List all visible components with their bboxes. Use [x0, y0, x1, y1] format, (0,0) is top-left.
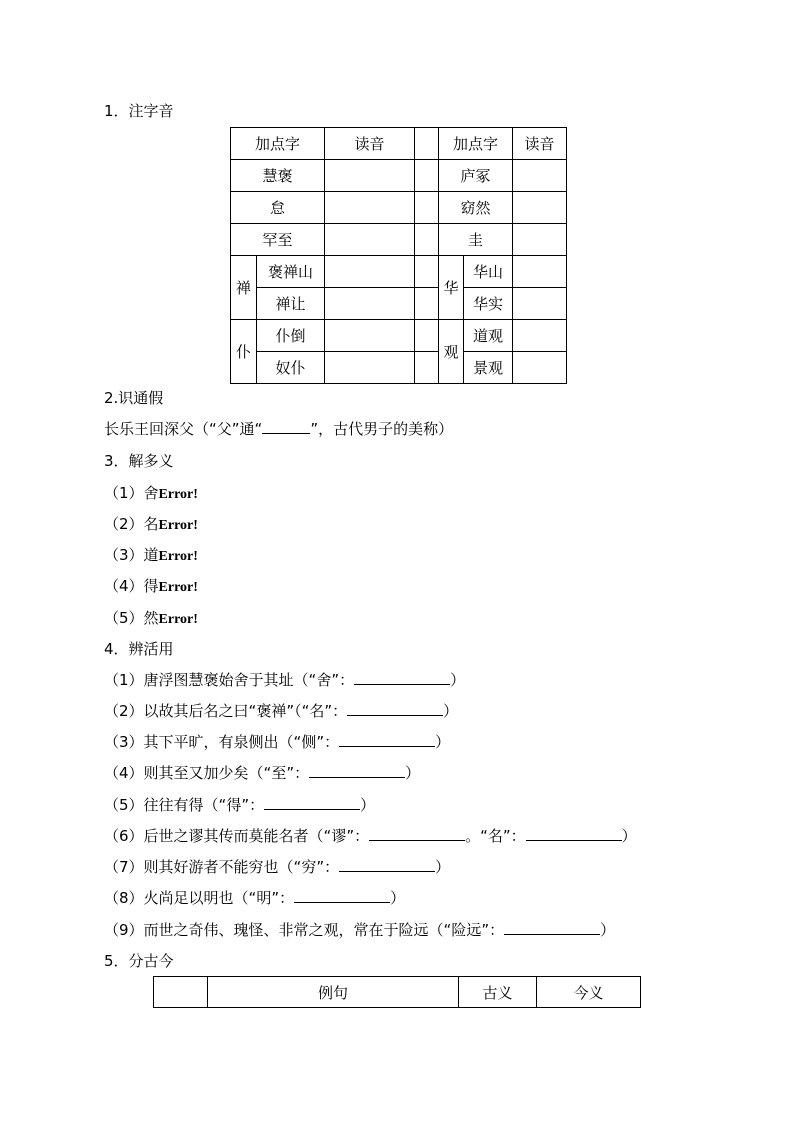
usage-item [104, 857, 450, 877]
section2-line [104, 419, 453, 439]
answer-blank[interactable] [369, 826, 465, 841]
usage-text: （3）其下平旷，有泉侧出（“侧”： [104, 733, 340, 751]
answer-blank[interactable] [526, 826, 622, 841]
table-spacer [415, 160, 439, 192]
usage-item [104, 763, 420, 783]
reading-blank[interactable] [325, 256, 415, 288]
usage-item [104, 920, 615, 940]
usage-text: （5）往往有得（“得”： [104, 796, 265, 814]
pronunciation-table [230, 127, 567, 384]
usage-text: （6）后世之谬其传而莫能名者（“谬”： [104, 827, 370, 845]
section3-heading: 3．解多义 [104, 452, 174, 470]
usage-item [104, 888, 405, 908]
group-char: 仆 [231, 320, 257, 384]
word-cell: 景观 [464, 352, 513, 384]
table-spacer [415, 352, 439, 384]
answer-blank[interactable] [309, 763, 405, 778]
reading-blank[interactable] [325, 224, 415, 256]
usage-text: （8）火尚足以明也（“明”： [104, 889, 295, 907]
error-text: Error! [158, 580, 198, 595]
error-text: Error! [158, 487, 198, 502]
table-spacer [415, 288, 439, 320]
usage-item [104, 732, 450, 752]
usage-text-end: ） [600, 921, 616, 939]
table-spacer [415, 224, 439, 256]
usage-text-end: ） [405, 764, 421, 782]
reading-blank[interactable] [325, 288, 415, 320]
ancient-meaning-header: 古义 [459, 977, 537, 1008]
section2-text-b: ”，古代男子的美称） [310, 420, 454, 438]
section5-heading: 5．分古今 [104, 952, 174, 970]
polysemy-label: （5）然 [104, 609, 159, 627]
answer-blank[interactable] [354, 670, 450, 685]
usage-text-end: ） [435, 858, 451, 876]
word-cell: 褒禅山 [257, 256, 325, 288]
usage-item [104, 795, 375, 815]
polysemy-item [104, 483, 198, 505]
word-cell: 道观 [464, 320, 513, 352]
answer-blank[interactable] [347, 701, 443, 716]
usage-text: （2）以故其后名之曰“褒禅”（“名”： [104, 702, 348, 720]
reading-blank[interactable] [513, 352, 567, 384]
header-reading-left: 读音 [325, 128, 415, 160]
section4-heading: 4．辨活用 [104, 640, 174, 658]
usage-text-end: ） [390, 889, 406, 907]
reading-blank[interactable] [513, 256, 567, 288]
char-cell: 圭 [439, 224, 513, 256]
reading-blank[interactable] [513, 160, 567, 192]
group-char: 禅 [231, 256, 257, 320]
reading-blank[interactable] [325, 320, 415, 352]
reading-blank[interactable] [513, 192, 567, 224]
answer-blank[interactable] [264, 795, 360, 810]
reading-blank[interactable] [325, 352, 415, 384]
word-cell: 禅让 [257, 288, 325, 320]
polysemy-label: （3）道 [104, 546, 159, 564]
word-cell: 奴仆 [257, 352, 325, 384]
header-char-left: 加点字 [231, 128, 325, 160]
section1-heading: 1．注字音 [104, 102, 174, 120]
char-cell: 窈然 [439, 192, 513, 224]
table-spacer [415, 128, 439, 160]
usage-text: （7）则其好游者不能穷也（“穷”： [104, 858, 340, 876]
usage-item [104, 701, 458, 721]
polysemy-item [104, 545, 198, 567]
table-spacer [415, 256, 439, 288]
usage-item [104, 826, 637, 846]
reading-blank[interactable] [325, 192, 415, 224]
word-cell: 华山 [464, 256, 513, 288]
header-reading-right: 读音 [513, 128, 567, 160]
error-text: Error! [158, 518, 198, 533]
table-spacer [415, 320, 439, 352]
group-char: 华 [439, 256, 464, 320]
answer-blank[interactable] [339, 857, 435, 872]
header-char-right: 加点字 [439, 128, 513, 160]
group-char: 观 [439, 320, 464, 384]
char-cell: 罕至 [231, 224, 325, 256]
polysemy-item [104, 514, 198, 536]
polysemy-item [104, 576, 198, 598]
ancient-modern-table [153, 976, 641, 1008]
answer-blank[interactable] [262, 419, 310, 434]
polysemy-label: （4）得 [104, 577, 159, 595]
word-cell: 华实 [464, 288, 513, 320]
error-text: Error! [158, 549, 198, 564]
example-header: 例句 [208, 977, 459, 1008]
char-cell: 怠 [231, 192, 325, 224]
section2-heading: 2.识通假 [104, 389, 164, 407]
error-text: Error! [158, 612, 198, 627]
polysemy-label: （1）舍 [104, 484, 159, 502]
word-cell: 仆倒 [257, 320, 325, 352]
table-spacer [415, 192, 439, 224]
reading-blank[interactable] [513, 288, 567, 320]
section2-text-a: 长乐王回深父（“父”通“ [104, 420, 263, 438]
reading-blank[interactable] [513, 224, 567, 256]
modern-meaning-header: 今义 [537, 977, 641, 1008]
answer-blank[interactable] [294, 888, 390, 903]
polysemy-item [104, 608, 198, 630]
usage-text-end: ） [435, 733, 451, 751]
usage-text: （4）则其至又加少矣（“至”： [104, 764, 310, 782]
usage-item [104, 670, 465, 690]
reading-blank[interactable] [325, 160, 415, 192]
char-cell: 慧褒 [231, 160, 325, 192]
usage-text-end: ） [450, 671, 466, 689]
reading-blank[interactable] [513, 320, 567, 352]
index-header [154, 977, 208, 1008]
usage-text-mid: 。“名”： [465, 827, 526, 845]
usage-text-end: ） [443, 702, 459, 720]
polysemy-label: （2）名 [104, 515, 159, 533]
usage-text: （1）唐浮图慧褒始舍于其址（“舍”： [104, 671, 355, 689]
answer-blank[interactable] [504, 920, 600, 935]
usage-text-end: ） [621, 827, 637, 845]
char-cell: 庐冢 [439, 160, 513, 192]
usage-text: （9）而世之奇伟、瑰怪、非常之观，常在于险远（“险远”： [104, 921, 505, 939]
answer-blank[interactable] [339, 732, 435, 747]
usage-text-end: ） [360, 796, 376, 814]
